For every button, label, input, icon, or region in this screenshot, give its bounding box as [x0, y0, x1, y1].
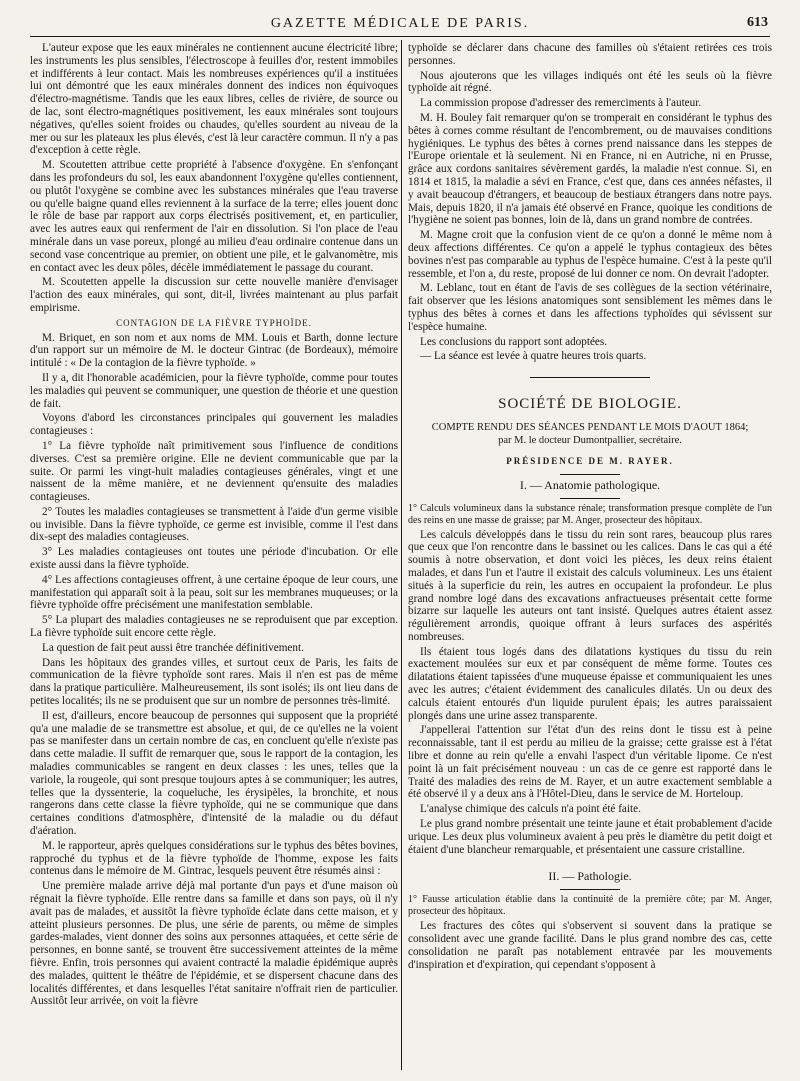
report-subtitle-line: COMPTE RENDU DES SÉANCES PENDANT LE MOIS D'AOUT 1864;	[431, 421, 749, 433]
paragraph: L'auteur expose que les eaux minérales ne contiennent aucune électricité libre; les instruments les plus sensibles, l'électroscope à feuilles d'or, restent immobiles et indifférents à leur contact. Mais les nombreuses expériences qu'il a instituées lui ont démontré que les eaux minérales donnent des indices non équivoques d'électro-magnétisme. Tandis que les eaux libres, celles de rivière, de source ou de lac, sont électro-magnétiques positivement, les eaux minérales sont toujours négatives, qu'elles soient froides ou chaudes, qu'elles sourdent au niveau de la mer ou sur les plateaux les plus élevés, c'est là leur caractère commun. Il n'y a pas d'exception à cette règle.	[30, 42, 398, 157]
divider	[560, 498, 620, 499]
paragraph: Voyons d'abord les circonstances principales qui gouvernent les maladies contagieuses :	[30, 412, 398, 438]
presidency-line: PRÉSIDENCE DE M. RAYER.	[506, 455, 674, 466]
paragraph: 2° Toutes les maladies contagieuses se transmettent à l'aide d'un germe visible ou invisible. Dans la fièvre typhoïde, ce germe est invisible, comme il l'est dans dix-sept des maladies contagieuses.	[30, 505, 398, 544]
divider	[560, 474, 620, 475]
divider	[560, 889, 620, 890]
column-divider	[401, 40, 402, 1070]
paragraph: M. Scoutetten attribue cette propriété à l'absence d'oxygène. En s'enfonçant dans les profondeurs du sol, les eaux abandonnent l'oxygène qu'elles contiennent, ou plutôt l'oxygène se combine avec les substances minérales que l'eau traverse ou qu'elle baigne quand elles reviennent à la surface de la terre; elles jouent donc le rôle de base par rapport aux corps électrisés positivement, et, en particulier, avec les autres eaux qui renferment de l'air en dissolution. Si l'on place de l'eau minérale dans un vase poreux, plongé au milieu d'eau ordinaire contenue dans un second vase concentrique au premier, on obtient une pile, et le galvanomètre, mis en contact avec les deux pôles, décèle immédiatement le passage du courant.	[30, 159, 398, 274]
divider	[530, 377, 650, 378]
paragraph: M. H. Bouley fait remarquer qu'on se tromperait en considérant le typhus des bêtes à cornes comme résultant de l'encombrement, ou de mauvaises conditions hygiéniques. Le typhus des bêtes à cornes prend naissance dans les steppes de l'Europe orientale et là seulement. Ni en France, ni en Autriche, ni en Prusse, grâce aux cordons sanitaires sévèrement gardés, la maladie n'est connue. Si, en 1814 et 1815, la maladie a sévi en France, c'est que, dans ces années néfastes, il y avait beaucoup d'étrangers, et beaucoup de bestiaux étrangers dans notre pays. Mais, depuis 1820, il n'a jamais été observé en France, quoique les conditions de l'hygiène ne soient pas bonnes, loin de là, dans un grand nombre de contrées.	[408, 111, 772, 227]
right-column	[408, 42, 772, 973]
paragraph: Dans les hôpitaux des grandes villes, et surtout ceux de Paris, les faits de communication de la fièvre typhoïde sont rares. Mais il n'en est pas de même dans la pratique particulière. Malheureusement, ils sont isolés; ils ont lieu dans de petites localités; ils ne se produisent que sur un nombre de personnes très-limité.	[30, 656, 398, 708]
paragraph: Une première malade arrive déjà mal portante d'un pays et d'une maison où régnait la fièvre typhoïde. Elle rentre dans sa famille et dans son pays, où il n'y avait pas de malades, et aussitôt la fièvre typhoïde éclate dans cette maison, et y atteint plusieurs personnes. De plus, une série de parents, ou même de simples gardes-malades, vient donner des soins aux personnes attaquées, et cette série de personnes, en bonne santé, se trouvent être successivement atteintes de la même fièvre. Enfin, trois personnes qui avaient contracté la maladie épidémique auprès des malades, quittent le théâtre de l'épidémie, et se dispersent chacune dans des localités différentes, et dans lesquelles l'état sanitaire n'offrait rien de particulier. Aussitôt leur arrivée, on voit la fièvre	[30, 880, 398, 1008]
paragraph: — La séance est levée à quatre heures trois quarts.	[420, 350, 647, 363]
paragraph: 3° Les maladies contagieuses ont toutes une période d'incubation. Or elle existe aussi dans la fièvre typhoïde.	[30, 546, 398, 572]
left-column	[30, 42, 398, 1010]
paragraph: La question de fait peut aussi être tranchée définitivement.	[42, 641, 304, 654]
paragraph: Ils étaient tous logés dans des dilatations kystiques du tissu du rein exactement moulées sur eux et par conséquent de même forme. Toutes ces dilatations étaient tapissées d'une muqueuse épaisse et communiquaient les unes avec les autres; c'étaient évidemment des canalicules dilatés. Un ou deux des calculs étaient entourés d'un liquide purulent épais; les autres paraissaient plongés dans une urine assez transparente.	[408, 645, 772, 722]
paragraph: M. Scoutetten appelle la discussion sur cette nouvelle manière d'envisager l'action des eaux minérales, qui sont, dit-il, livrées maintenant au plus parfait empirisme.	[30, 276, 398, 314]
section-heading: CONTAGION DE LA FIÈVRE TYPHOÏDE.	[116, 317, 312, 328]
paragraph: 5° La plupart des maladies contagieuses ne se reproduisent que par exception. La fièvre typhoïde suit encore cette règle.	[30, 614, 398, 640]
report-subtitle-line: par M. le docteur Dumontpallier, secrétaire.	[498, 434, 682, 446]
paragraph: M. Magne croit que la confusion vient de ce qu'on a donné le même nom à deux affections différentes. Ce qu'on a appelé le typhus contagieux des bêtes bovines n'est pas comparable au typhus de l'espèce humaine. C'est à la peste qu'il ressemble, et l'on a, du reste, proposé de lui donner ce nom. On devrait l'adopter.	[408, 229, 772, 280]
paragraph: M. Briquet, en son nom et aux noms de MM. Louis et Barth, donne lecture d'un rapport sur un mémoire de M. le docteur Gintrac (de Bordeaux), mémoire intitulé : « De la contagion de la fièvre typhoïde. »	[30, 331, 398, 370]
page-number: 613	[747, 15, 768, 30]
paragraph: Il y a, dit l'honorable académicien, pour la fièvre typhoïde, comme pour toutes les maladies qui peuvent se communiquer, une question de théorie et une question de fait.	[30, 371, 398, 410]
society-title: SOCIÉTÉ DE BIOLOGIE.	[498, 396, 682, 413]
paragraph: L'analyse chimique des calculs n'a point été faite.	[420, 803, 641, 816]
paragraph: Nous ajouterons que les villages indiqués ont été les seuls où la fièvre typhoïde ait régné.	[408, 69, 772, 95]
page-header	[30, 14, 770, 37]
paragraph: 1° La fièvre typhoïde naît primitivement sous l'influence de conditions diverses. C'est sa première origine. Elle ne devient communicable que par la suite. Or parmi les vingt-huit maladies contagieuses générales, vingt et une naissent de la même manière, et ne deviennent qu'ensuite des maladies contagieuses.	[30, 439, 398, 504]
paragraph: Les conclusions du rapport sont adoptées.	[420, 335, 608, 348]
paragraph: Les fractures des côtes qui s'observent si souvent dans la pratique se consolident avec une grande facilité. Dans le plus grand nombre des cas, cette consolidation ne paraît pas notablement entravée par les mouvements d'inspiration et d'expiration, qui cependant s'opposent à	[408, 920, 772, 971]
paragraph: Il est, d'ailleurs, encore beaucoup de personnes qui supposent que la propriété qu'a une maladie de se transmettre est absolue, et qui, de ce qu'elles ne la voient pas se manifester dans un certain nombre de cas, en concluent qu'elle n'existe pas dans cette maladie. Il suffit de remarquer que, sous le rapport de la contagion, les maladies communicables se rangent en deux classes : les unes, telles que la variole, la rougeole, qui sont presque toujours aptes à se communiquer; les autres, telles que la dyssenterie, la coqueluche, les érysipèles, la bronchite, et nous rangerons dans cette classe la fièvre typhoïde, qui ne se communique que dans certaines conditions d'atmosphère, d'intensité de la maladie ou du défaut d'aération.	[30, 709, 398, 838]
item-title: 1° Fausse articulation établie dans la continuité de la première côte; par M. Anger, prosecteur des hôpitaux.	[408, 894, 772, 918]
section-heading: II. — Pathologie.	[548, 869, 632, 884]
section-heading: I. — Anatomie pathologique.	[519, 477, 661, 492]
paragraph: Les calculs développés dans le tissu du rein sont rares, beaucoup plus rares que ceux que l'on rencontre dans le bassinet ou les calices. Dans le cas qui a été soumis à notre observation, et dont voici les pièces, les deux reins étaient malades, et dans l'un et l'autre il existait des calculs volumineux. Les uns étaient situés à la superficie du rein, les autres en occupaient la profondeur. Le plus grand nombre logé dans des excavations anfractueuses présentait cette forme bizarre sur laquelle les auteurs ont tant insisté. Quelques autres étaient assez régulièrement arrondis, quoique offrant à leurs surfaces des aspérités nombreuses.	[408, 528, 772, 643]
paragraph: La commission propose d'adresser des remerciments à l'auteur.	[420, 97, 702, 110]
paragraph: J'appellerai l'attention sur l'état d'un des reins dont le tissu est à peine reconnaissable, tant il est perdu au milieu de la graisse; cette graisse est à l'état libre et donne au rein qu'elle a envahi l'aspect d'un véritable lipome. Ce n'est point là un fait précisément nouveau : un cas de ce genre est rapporté dans le Traité des maladies des reins de M. Rayer, et un autre exactement semblable a été observé il y a deux ans à l'Hôtel-Dieu, dans le service de M. Horteloup.	[408, 724, 772, 801]
paragraph: typhoïde se déclarer dans chacune des familles où s'étaient retirées ces trois personnes.	[408, 42, 772, 67]
paragraph: M. le rapporteur, après quelques considérations sur le typhus des bêtes bovines, rapproché du typhus et de la fièvre typhoïde de l'homme, expose les faits contenus dans le mémoire de M. Gintrac, lesquels peuvent être résumés ainsi :	[30, 839, 398, 878]
journal-title: GAZETTE MÉDICALE DE PARIS.	[270, 16, 530, 31]
paragraph: M. Leblanc, tout en étant de l'avis de ses collègues de la section vétérinaire, fait observer que les lésions anatomiques sont sensiblement les mêmes dans le typhus des bêtes à cornes et dans les affections typhoïdes qui sévissent sur l'espèce humaine.	[408, 282, 772, 333]
paragraph: 4° Les affections contagieuses offrent, à une certaine époque de leur cours, une manifestation qui apparaît soit à la peau, soit sur les membranes muqueuses; or la fièvre typhoïde offre précisément une manifestation semblable.	[30, 573, 398, 612]
item-title: 1° Calculs volumineux dans la substance rénale; transformation presque complète de l'un des reins en une masse de graisse; par M. Anger, prosecteur des hôpitaux.	[408, 502, 772, 526]
paragraph: Le plus grand nombre présentait une teinte jaune et était probablement d'acide urique. Les deux plus volumineux avaient à peu près le diamètre du petit doigt et étaient d'une blancheur remarquable, et présentaient une cassure cristalline.	[408, 818, 772, 856]
report-subtitle	[408, 421, 772, 447]
